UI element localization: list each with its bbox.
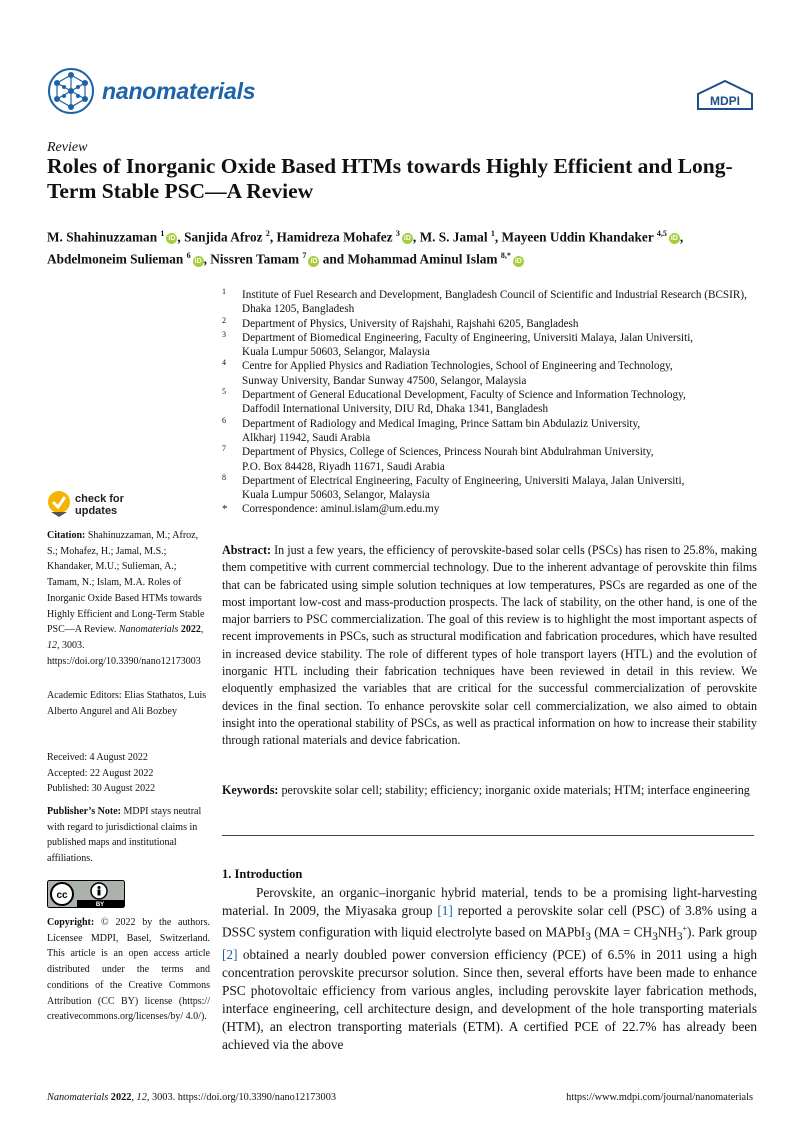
affiliation-item [222, 474, 762, 503]
orcid-icon[interactable]: iD [168, 235, 176, 243]
publisher-logo-text: MDPI [710, 94, 740, 108]
affiliation-line: Institute of Fuel Research and Development, Bangladesh Council of Scientific and Industrial Research (BCSIR), [242, 289, 747, 301]
introduction-body [222, 884, 757, 1054]
copyright-text: © 2022 by the authors. Licensee MDPI, Basel, Switzerland. This article is an open access article distributed under the terms and conditions of the Creative Commons Attribution (CC BY) license (https:// creativecommons.org/licenses/by/ 4.0/). [47, 917, 210, 1023]
correspondence-label: Correspondence: [242, 503, 318, 516]
affiliation-line: Department of Physics, University of Rajshahi, Rajshahi 6205, Bangladesh [242, 317, 579, 330]
author-name: M. Shahinuzzaman [47, 229, 158, 245]
affiliation-item [222, 417, 762, 446]
author-affiliation-mark: 4,5 [656, 229, 667, 238]
author-separator: , [177, 229, 181, 245]
affiliation-line: Department of General Educational Development, Faculty of Science and Information Technology, [242, 389, 686, 402]
svg-text:cc: cc [56, 890, 68, 901]
mdpi-logo-icon [696, 80, 754, 110]
affiliation-number: 5 [222, 387, 226, 397]
orcid-icon[interactable]: iD [403, 235, 411, 243]
orcid-icon[interactable]: iD [194, 257, 202, 265]
author-affiliation-mark: 8,* [500, 251, 511, 261]
correspondence [222, 502, 762, 516]
academic-editors: Academic Editors: Elias Stathatos, Luis Alberto Angurel and Ali Bozbey [47, 690, 207, 717]
affiliation-line: Centre for Applied Physics and Radiation Technologies, School of Engineering and Technology, [242, 360, 673, 373]
affiliation-number: 7 [222, 444, 226, 454]
citation-year: 2022 [180, 624, 201, 636]
keywords-text: perovskite solar cell; stability; efficiency; inorganic oxide materials; HTM; interface engineering [281, 783, 750, 797]
author-affiliation-mark: 1 [490, 229, 495, 238]
received-date: Received: 4 August 2022 [47, 752, 148, 763]
author-list [47, 224, 762, 269]
publisher-note [47, 804, 210, 867]
affiliation-number: 2 [222, 315, 226, 325]
footer-citation: Nanomaterials 2022, 12, 3003. https://doi.org/10.3390/nano12173003 [47, 1092, 337, 1103]
reference-link[interactable]: [1] [437, 903, 453, 918]
author-name: Mayeen Uddin Khandaker [501, 229, 654, 245]
copyright-label: Copyright: [47, 917, 95, 928]
footer-journal-url[interactable]: https://www.mdpi.com/journal/nanomaterials [566, 1092, 753, 1103]
affiliation-number: 6 [222, 415, 226, 425]
publisher-note-label: Publisher’s Note: [47, 806, 121, 817]
author-name: Mohammad Aminul Islam [347, 251, 498, 267]
keywords-label: Keywords: [222, 783, 279, 797]
author-name: Sanjida Afroz [184, 229, 263, 245]
check-for-updates-icon[interactable] [47, 490, 71, 518]
citation-volume: 12 [47, 639, 57, 651]
journal-name: nanomaterials [102, 78, 256, 104]
author-name: Nissren Tamam [210, 251, 300, 267]
affiliation-line: Daffodil International University, DIU Rd, Dhaka 1341, Bangladesh [242, 403, 549, 416]
section-heading: 1. Introduction [222, 867, 303, 881]
affiliation-number: 8 [222, 472, 226, 482]
affiliations [222, 288, 762, 517]
orcid-icon[interactable]: iD [310, 257, 318, 265]
article-type: Review [47, 140, 88, 155]
affiliation-line: Department of Biomedical Engineering, Faculty of Engineering, Universiti Malaya, Jalan Universiti, [242, 331, 694, 344]
citation-block: Citation: Shahinuzzaman, M.; Afroz, S.; Mohafez, H.; Jamal, M.S.; Khandaker, M.U.; Sulieman, A.; Tamam, N.; Islam, M.A. Roles of Inorganic Oxide Based HTMs towards Highly Efficient and Long-Term Stable PSC—A Review. Nanomaterials 2022, 12, 3003. https://doi.org/10.3390/nano12173003 [47, 530, 205, 667]
affiliation-line: Department of Radiology and Medical Imaging, Prince Sattam bin Abdulaziz University, [242, 417, 641, 430]
author-separator: and [319, 251, 345, 267]
abstract [222, 542, 757, 750]
orcid-icon[interactable]: iD [514, 257, 522, 265]
affiliation-number: 4 [222, 358, 226, 368]
affiliation-item [222, 388, 762, 417]
affiliation-number: 1 [222, 287, 226, 296]
check-for-updates-label[interactable]: check for updates [75, 493, 124, 517]
citation-text: Shahinuzzaman, M.; Afroz, S.; Mohafez, H.; Jamal, M.S.; Khandaker, M.U.; Sulieman, A.; Tamam, N.; Islam, M.A. Roles of Inorganic Oxide Based HTMs towards Highly Efficient and Long-Term Stable PSC—A Review. [47, 530, 205, 636]
article-title: Roles of Inorganic Oxide Based HTMs towards Highly Efficient and Long-Term Stable PSC—A Review [47, 154, 733, 203]
author-separator: , [203, 251, 207, 267]
accepted-date: Accepted: 22 August 2022 [47, 767, 154, 779]
affiliation-line: Department of Physics, College of Sciences, Princess Nourah bint Abdulrahman University, [242, 446, 654, 459]
introduction-paragraph: Perovskite, an organic–inorganic hybrid material, tends to be a promising light-harvesting material. In 2009, the Miyasaka group [1] reported a perovskite solar cell (PSC) of 3.8% using a DSSC system configuration with liquid electrolyte based on MAPbI$_3$ $(MA = CH_3NH_3^+)$. Park group [2] obtained a nearly doubled power conversion efficiency (PCE) of 6.5% in 2011 using a high concentration perovskite precursor solution. Since then, several efforts have been made to enhance PSC photovoltaic efficiency from various angles, including perovskite layer fabrication methods, interface engineering, cell architecture design, and development of the hole transporting materials (HTM), an electron transporting materials (ETM). A certified PCE of 22.7% has already been achieved via the above [222, 885, 757, 1053]
affiliation-number: 3 [222, 329, 226, 339]
author-separator: , [269, 229, 274, 245]
orcid-icon[interactable]: iD [670, 235, 678, 243]
author-separator: , [494, 229, 499, 245]
svg-text:BY: BY [95, 902, 105, 908]
reference-link[interactable]: [2] [222, 947, 238, 963]
affiliation-line: Kuala Lumpur 50603, Selangor, Malaysia [242, 346, 430, 359]
author-affiliation-mark: 7 [302, 251, 307, 261]
section-divider [222, 835, 754, 836]
affiliation-line: Dhaka 1205, Bangladesh [242, 303, 355, 316]
affiliation-item [222, 331, 762, 360]
publisher-note-text: MDPI stays neutral with regard to jurisdictional claims in published maps and institutional affiliations. [47, 806, 202, 865]
author-affiliation-mark: 6 [186, 251, 191, 261]
copyright-block [47, 915, 210, 1025]
abstract-label: Abstract: [222, 543, 272, 557]
correspondence-mark: * [222, 503, 228, 516]
journal-logo-icon [47, 67, 95, 115]
author-affiliation-mark: 2 [265, 229, 270, 238]
correspondence-email[interactable]: aminul.islam@um.edu.my [320, 503, 440, 516]
keywords [222, 782, 757, 799]
abstract-text: In just a few years, the efficiency of perovskite-based solar cells (PSCs) has risen to 25.8%, making them competitive with current commercial technology. Due to the inherent advantage of perovskite thin films that can be fabricated using simple solution techniques at low temperatures, PSCs are regarded as one of the most important low-cost and mass-production prospects. The lack of stability, on the other hand, is one of the major barriers to PSC commercialization. The goal of this review is to highlight the most important aspects of recent improvements in PSCs, such as structural modification and fabrication procedures, which have resulted in increased device stability. The role of different types of hole transport layers (HTL) and the evolution of inorganic HTL including their fabrication techniques have been reviewed in detail in this review. We eloquently emphasized the variables that are critical for the successful commercialization of perovskite devices in the final section. To enhance perovskite solar cell commercialization, we also aimed to obtain insight into the operational stability of PSCs, as well as practical information on how to increase their stability through rational materials and device fabrication. [222, 543, 757, 748]
affiliation-item [222, 288, 762, 317]
author-name: M. S. Jamal [419, 229, 488, 245]
affiliation-item [222, 445, 762, 474]
citation-label: Citation: [47, 530, 86, 541]
affiliation-item [222, 359, 762, 388]
footer-doi[interactable]: , 3003. https://doi.org/10.3390/nano12173003 [146, 1092, 337, 1103]
published-date: Published: 30 August 2022 [47, 783, 156, 795]
cc-by-license-icon[interactable] [47, 880, 125, 908]
author-affiliation-mark: 1 [160, 229, 165, 238]
article-dates [47, 750, 210, 797]
author-separator: , [412, 229, 417, 245]
author-name: Abdelmoneim Sulieman [47, 251, 184, 267]
citation-journal: Nanomaterials [118, 624, 179, 636]
author-separator: , [679, 229, 684, 245]
citation-doi[interactable]: , 3003. https://doi.org/10.3390/nano12173003 [47, 639, 201, 667]
author-affiliation-mark: 3 [395, 229, 400, 238]
affiliation-line: Kuala Lumpur 50603, Selangor, Malaysia [242, 489, 430, 502]
author-name: Hamidreza Mohafez [276, 229, 393, 245]
affiliation-line: P.O. Box 84428, Riyadh 11671, Saudi Arabia [242, 460, 445, 473]
affiliation-line: Sunway University, Bandar Sunway 47500, Selangor, Malaysia [242, 374, 527, 387]
affiliation-line: Alkharj 11942, Saudi Arabia [242, 431, 371, 444]
affiliation-item [222, 317, 762, 331]
affiliation-line: Department of Electrical Engineering, Faculty of Engineering, Universiti Malaya, Jalan Universiti, [242, 474, 685, 487]
